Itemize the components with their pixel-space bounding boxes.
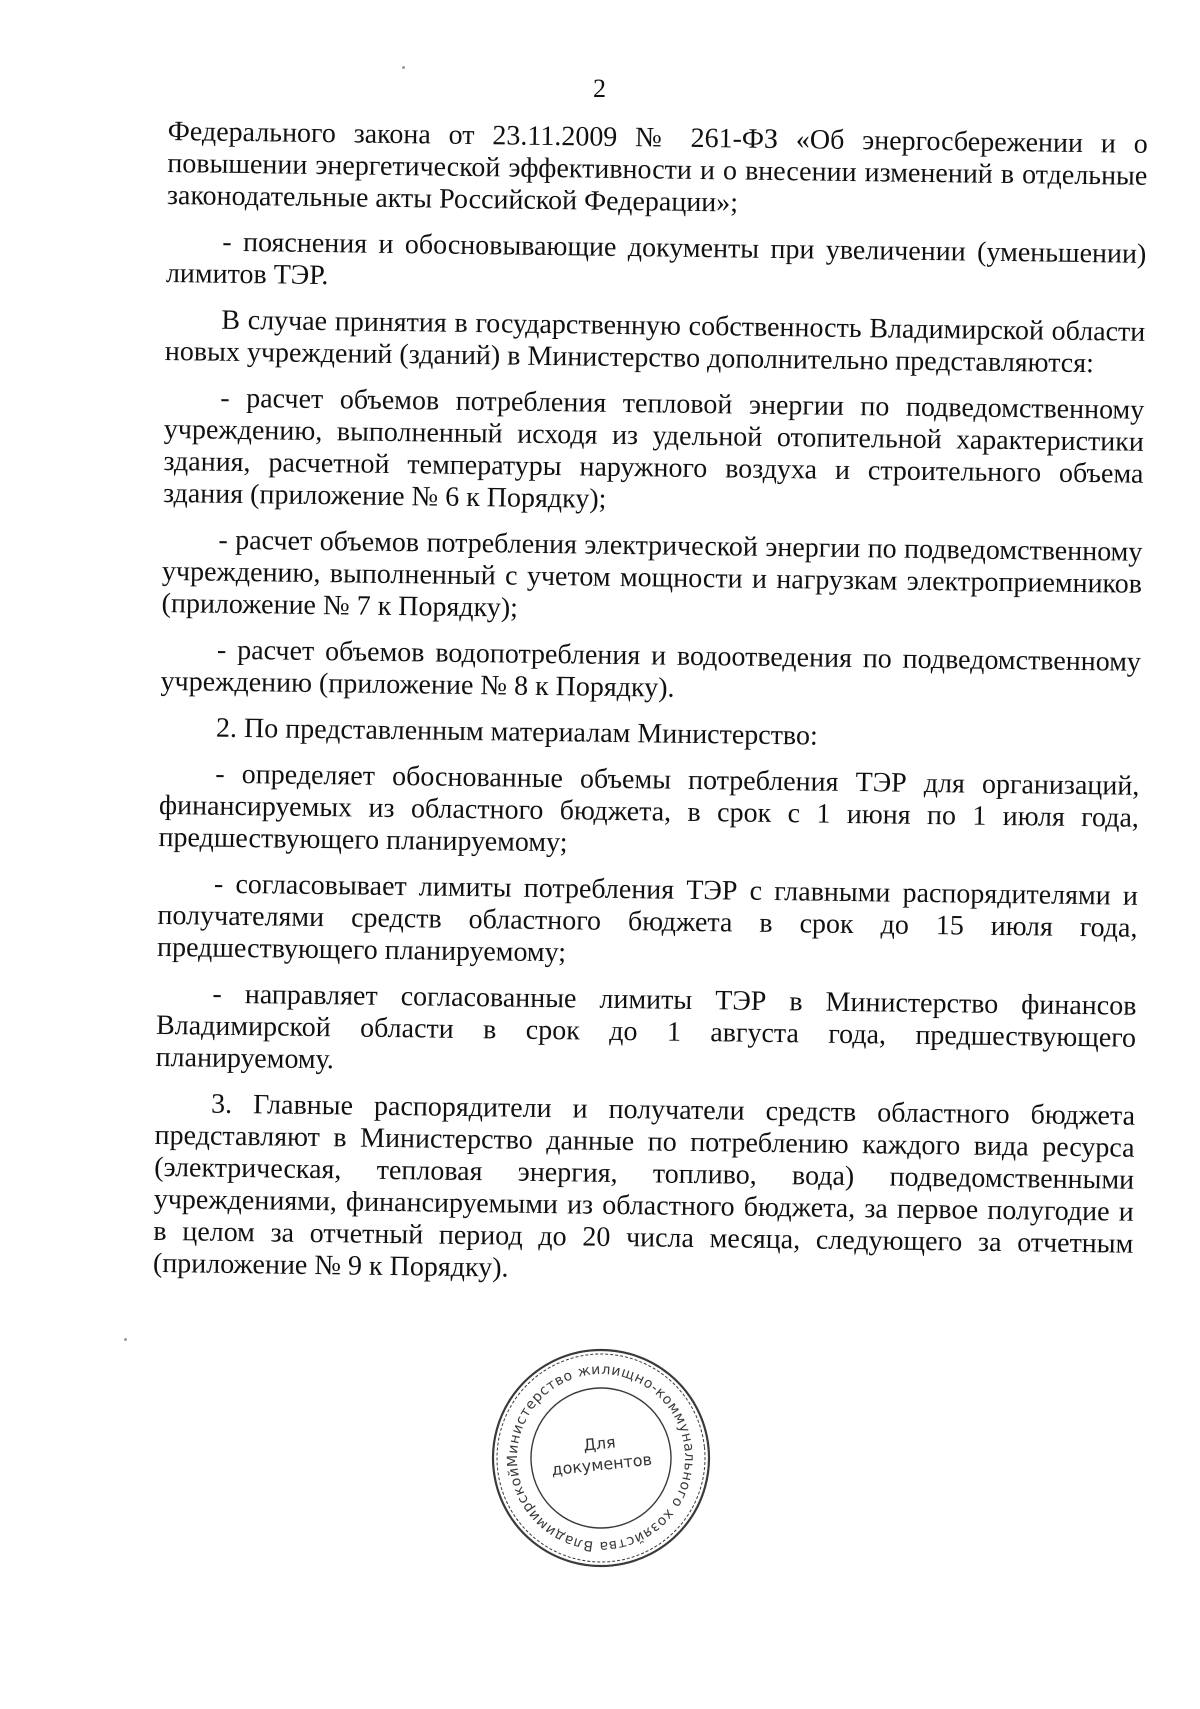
paragraph-section-3: 3. Главные распорядители и получатели средств областного бюджета представляют в Министерство данные по потреблению каждого вида ресурса (электрическая, тепловая энергия, топливо, вода) подведомственными учреждениями, финансируемыми из областного бюджета, за первое полугодие и в целом за отчетный период до 20 числа месяца, следующего за отчетным (приложение № 9 к Порядку). <box>152 1088 1136 1284</box>
page-number: 2 <box>593 74 607 103</box>
paragraph-determine-volumes: - определяет обоснованные объемы потребления ТЭР для организаций, финансируемых из областного бюджета, в срок с 1 июня по 1 июля года, предшествующего планируемому; <box>158 758 1140 859</box>
paragraph-law-reference: Федерального закона от 23.11.2009 № 261-ФЗ «Об энергосбережении и о повышении энергетической эффективности и о внесении изменений в отдельные законодательные акты Российской Федерации»; <box>166 116 1148 219</box>
paragraph-agree-limits: - согласовывает лимиты потребления ТЭР с главными распорядителями и получателями средств областного бюджета в срок до 15 июля года, предшествующего планируемому; <box>156 868 1139 969</box>
paragraph-send-limits: - направляет согласованные лимиты ТЭР в Министерство финансов Владимирской области в срок до 1 августа года, предшествующего планируемому. <box>155 978 1137 1076</box>
paragraph-new-institutions: В случае принятия в государственную собственность Владимирской области новых учреждений (зданий) в Министерство дополнительно представляются: <box>164 304 1146 380</box>
document-body <box>153 116 1148 1307</box>
scan-speck <box>124 1338 127 1341</box>
paragraph-heat-calculation: - расчет объемов потребления тепловой энергии по подведомственному учреждению, выполненный исходя из удельной отопительной характеристики здания, расчетной температуры наружного воздуха и строительного объема здания (приложение № 6 к Порядку); <box>162 382 1145 515</box>
paragraph-section-2-heading: 2. По представленным материалам Министерство: <box>215 712 818 752</box>
paragraph-electric-calculation: - расчет объемов потребления электрической энергии по подведомственному учреждению, выполненный с учетом мощности и нагрузкам электроприемников (приложение № 7 к Порядку); <box>161 524 1143 624</box>
stamp-center-line-1: Для <box>582 1432 617 1455</box>
official-stamp <box>477 1334 725 1582</box>
scan-speck <box>402 66 405 69</box>
paragraph-explanations: - пояснения и обосновывающие документы при увеличении (уменьшении) лимитов ТЭР. <box>165 226 1147 292</box>
paragraph-water-calculation: - расчет объемов водопотребления и водоотведения по подведомственному учреждению (приложение № 8 к Порядку). <box>160 634 1142 704</box>
stamp-center-line-2: документов <box>550 1449 653 1480</box>
stamp-ring-textpath: Министерство жилищно-коммунального хозяйства Владимирской области <box>476 1344 698 1555</box>
